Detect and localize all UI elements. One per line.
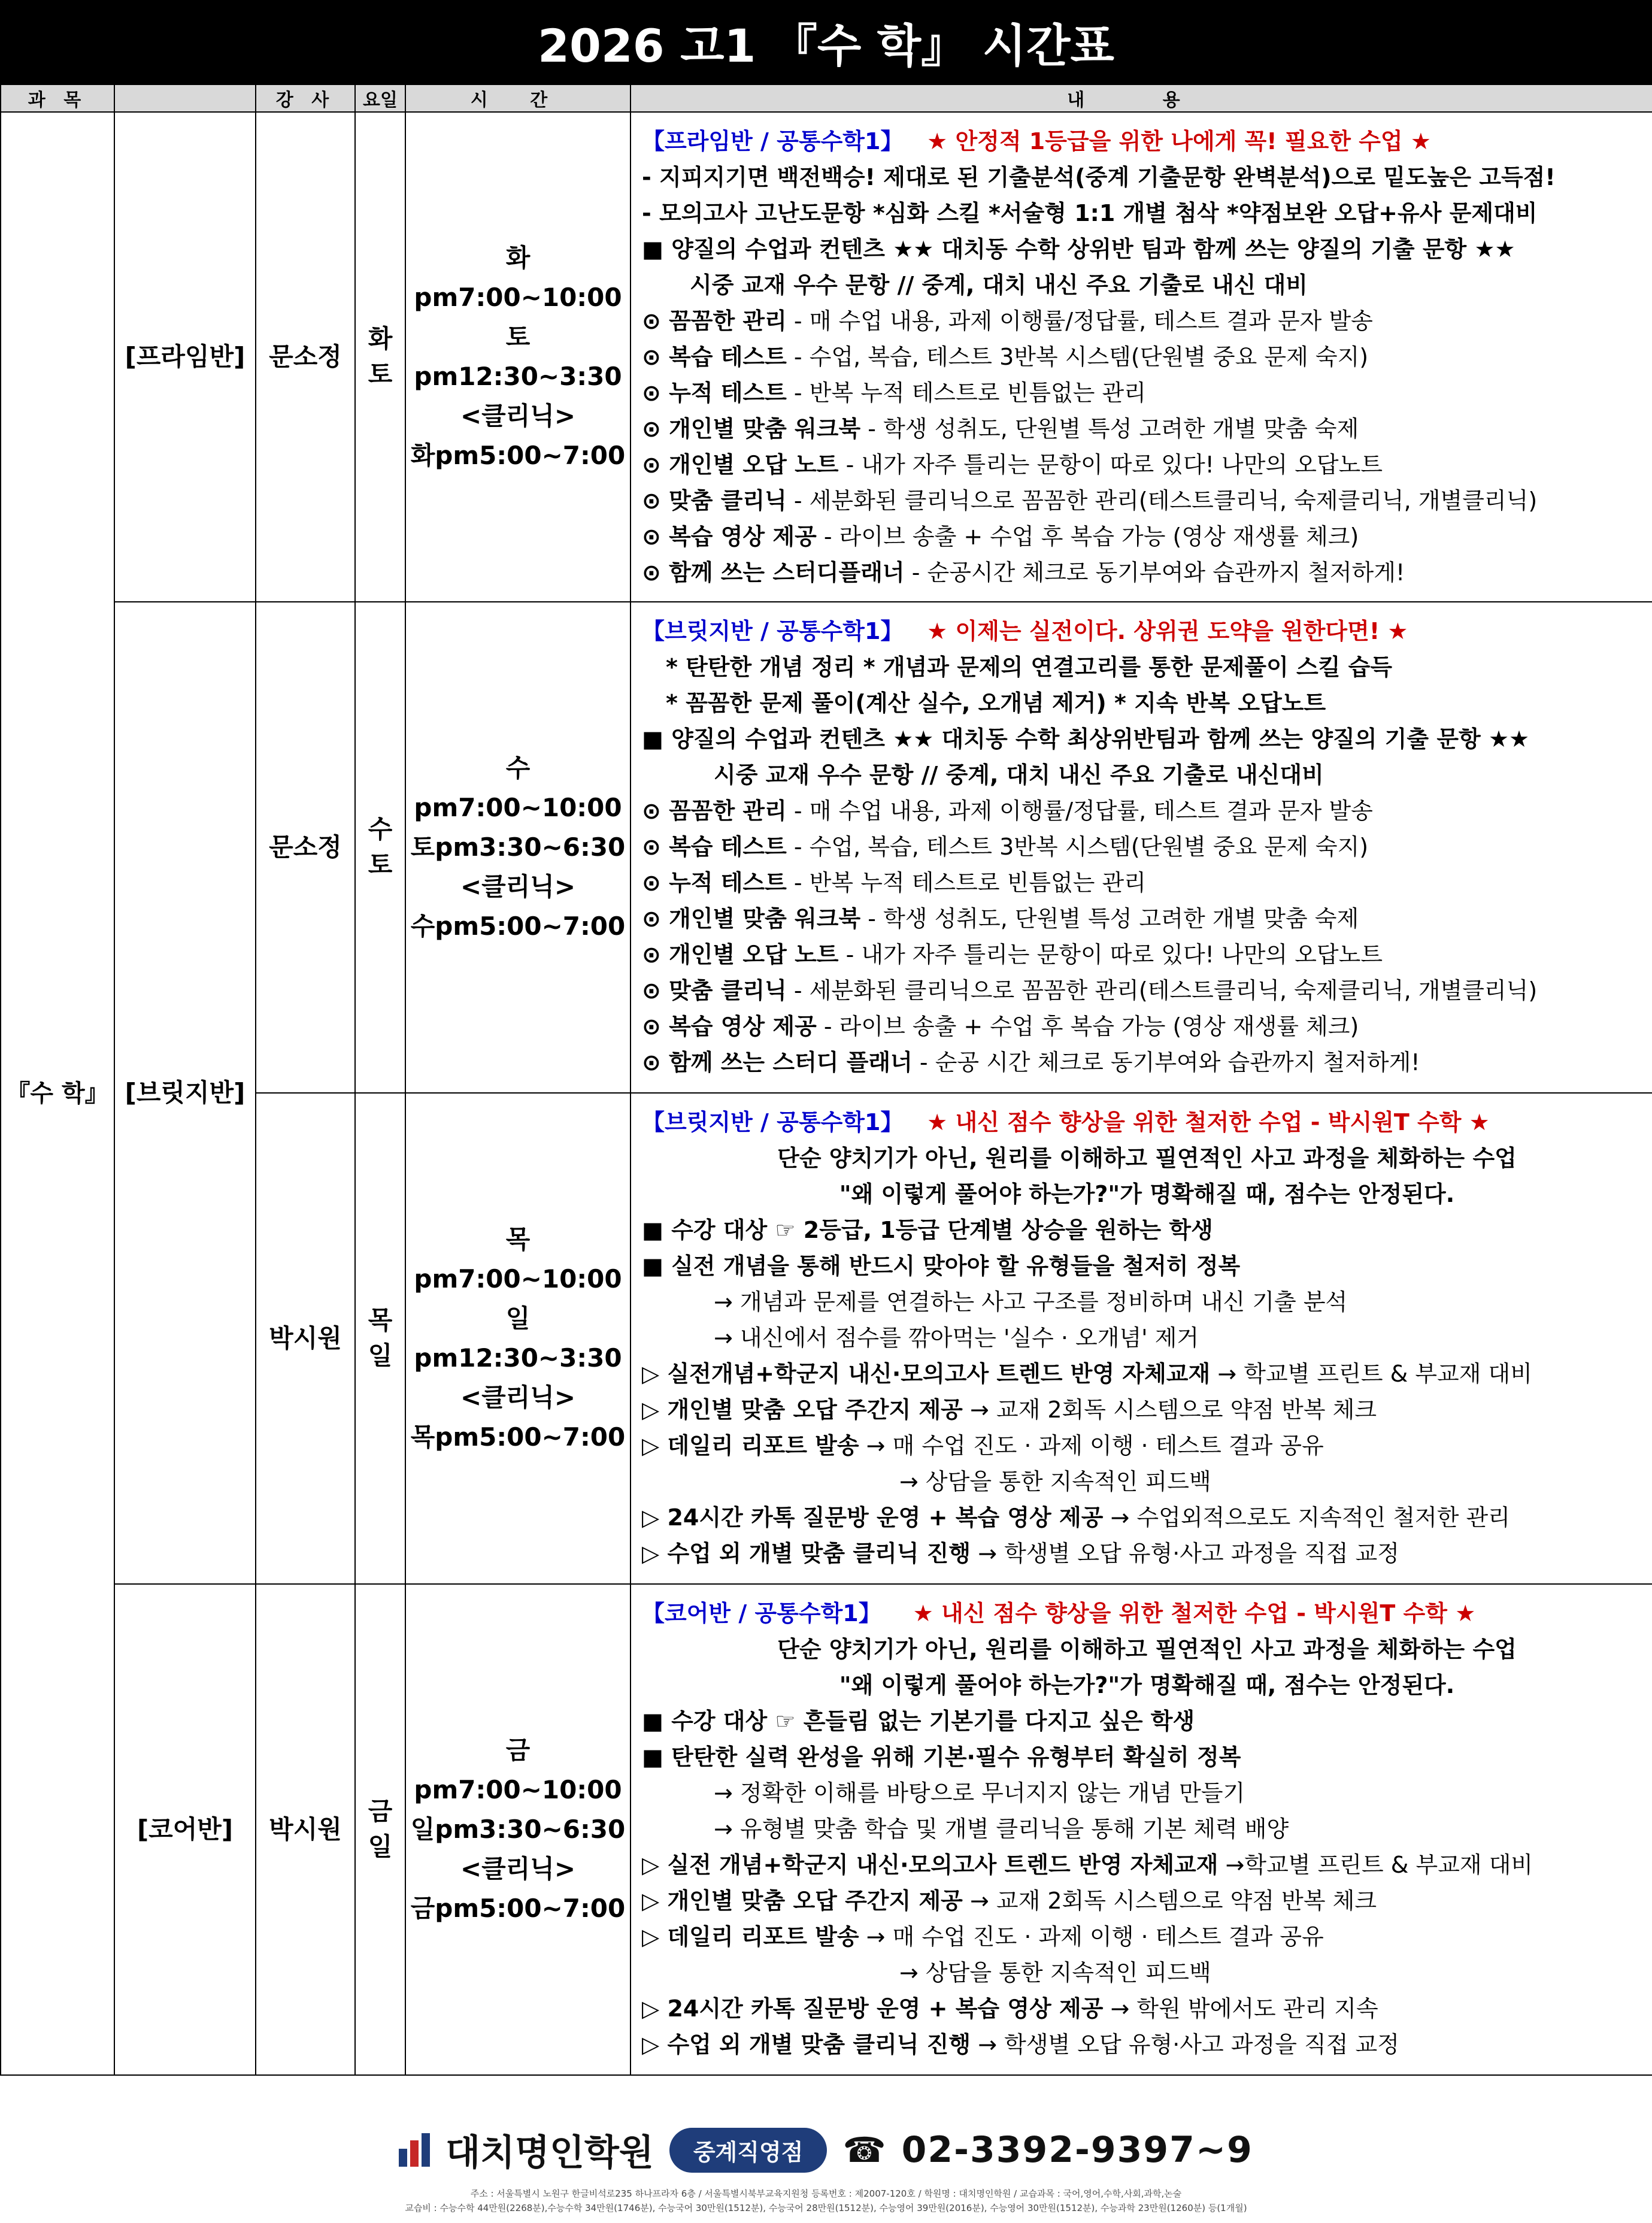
content-line (642, 1883, 1652, 1919)
day-label: 수 (368, 814, 393, 844)
content-line-strong: * 꼼꼼한 문제 풀이(계산 실수, 오개념 제거) * 지속 반복 오답노트 (666, 690, 1326, 716)
table-row (1, 1584, 1652, 2075)
brand-name: 대치명인학원 (445, 2132, 654, 2174)
page-title: 2026 고1 『수 학』 시간표 (0, 0, 1652, 84)
subject-label: 『수 학』 (6, 1080, 109, 1107)
content-line-detail: → 내신에서 점수를 깎아먹는 '실수 · 오개념' 제거 (714, 1325, 1199, 1351)
time-slot: 목pm7:00~10:00 (414, 1225, 622, 1294)
content-line-strong: ■ 수강 대상 ☞ 흔들림 없는 기본기를 다지고 싶은 학생 (642, 1708, 1195, 1734)
content-line (642, 1392, 1652, 1428)
content-line (642, 1739, 1652, 1775)
content-line-strong: ▷ 개인별 맞춤 오답 주간지 제공 (642, 1397, 963, 1423)
content-line-strong: ⊙ 복습 영상 제공 (642, 523, 817, 550)
content-line (642, 1535, 1652, 1571)
content-line-strong: ▷ 수업 외 개별 맞춤 클리닉 진행 (642, 2031, 971, 2058)
header-teacher: 강 사 (256, 84, 355, 112)
content-line (642, 1811, 1652, 1847)
content-line-strong: ⊙ 맞춤 클리닉 (642, 977, 787, 1004)
class-tag-line (642, 613, 1652, 649)
content-line-strong: "왜 이렇게 풀어야 하는가?"가 명확해질 때, 점수는 안정된다. (839, 1672, 1455, 1698)
time-slot: 토pm12:30~3:30 (414, 322, 622, 391)
content-line-detail: - 매 수업 내용, 과제 이행률/정답률, 테스트 결과 문자 발송 (786, 308, 1373, 334)
time-slot: 일pm3:30~6:30 (410, 1815, 626, 1844)
content-line-detail: → 교재 2회독 시스템으로 약점 반복 체크 (962, 1888, 1377, 1914)
time-slot: 목pm5:00~7:00 (410, 1422, 626, 1452)
content-line (642, 1955, 1652, 1991)
teacher-cell (256, 1093, 355, 1584)
time-slot: 수pm5:00~7:00 (410, 911, 626, 941)
content-line (642, 1667, 1652, 1703)
content-line-strong: ▷ 데일리 리포트 발송 (642, 1432, 859, 1459)
content-line-strong: ▷ 24시간 카톡 질문방 운영 + 복습 영상 제공 (642, 1995, 1104, 2022)
content-line (642, 195, 1652, 231)
clinic-label: <클리닉> (460, 1383, 576, 1412)
content-line (642, 1044, 1652, 1080)
content-line (642, 1775, 1652, 1811)
content-line-detail: - 학생 성취도, 단원별 특성 고려한 개별 맞춤 숙제 (860, 905, 1359, 932)
class-highlight: ★ 이제는 실전이다. 상위권 도약을 원한다면! ★ (927, 618, 1408, 644)
content-line-detail: - 내가 자주 틀리는 문항이 따로 있다! 나만의 오답노트 (838, 452, 1383, 478)
content-line-strong: 시중 교재 우수 문항 // 중계, 대치 내신 주요 기출로 내신대비 (714, 762, 1324, 788)
header-class (114, 84, 256, 112)
content-line (642, 159, 1652, 195)
content-line-detail: - 반복 누적 테스트로 빈틈없는 관리 (786, 870, 1146, 896)
content-line (642, 519, 1652, 555)
content-line-strong: ■ 수강 대상 ☞ 2등급, 1등급 단계별 상승을 원하는 학생 (642, 1217, 1213, 1243)
content-line-detail: → 유형별 맞춤 학습 및 개별 클리닉을 통해 기본 체력 배양 (714, 1816, 1289, 1842)
time-slot: 토pm3:30~6:30 (410, 832, 626, 862)
header-subject: 과 목 (1, 84, 114, 112)
content-line-detail: →학교별 프린트 & 부교재 대비 (1218, 1852, 1533, 1878)
content-line-strong: ■ 실전 개념을 통해 반드시 맞아야 할 유형들을 철저히 정복 (642, 1253, 1241, 1279)
footer-brand-row (0, 2120, 1652, 2180)
content-line (642, 937, 1652, 973)
content-line-strong: ▷ 개인별 맞춤 오답 주간지 제공 (642, 1888, 963, 1914)
content-line-strong: ▷ 실전개념+학군지 내신·모의고사 트렌드 반영 자체교재 (642, 1361, 1211, 1387)
content-line-strong: ■ 양질의 수업과 컨텐츠 ★★ 대치동 수학 상위반 팀과 함께 쓰는 양질의 기출 문항 ★★ (642, 236, 1515, 262)
class-name: [브릿지반] (125, 1077, 245, 1107)
header-time: 시 간 (405, 84, 631, 112)
content-line-detail: → 학원 밖에서도 관리 지속 (1103, 1995, 1378, 2022)
content-line-strong: ⊙ 누적 테스트 (642, 380, 787, 406)
teacher-name: 문소정 (269, 832, 342, 862)
day-label: 토 (368, 850, 393, 879)
content-line-detail: → 상담을 통한 지속적인 피드백 (899, 1468, 1211, 1495)
content-line (642, 231, 1652, 267)
content-line-detail: - 학생 성취도, 단원별 특성 고려한 개별 맞춤 숙제 (860, 416, 1359, 442)
content-line-detail: → 학교별 프린트 & 부교재 대비 (1210, 1361, 1532, 1387)
content-line-detail: → 수업외적으로도 지속적인 철저한 관리 (1103, 1504, 1510, 1531)
time-cell (405, 1584, 631, 2075)
day-cell (355, 112, 405, 602)
content-line (642, 1703, 1652, 1739)
content-line-strong: ⊙ 함께 쓰는 스터디플래너 (642, 559, 905, 586)
day-cell (355, 602, 405, 1093)
content-line-strong: * 탄탄한 개념 정리 * 개념과 문제의 연결고리를 통한 문제풀이 스킬 습득 (666, 654, 1393, 680)
content-line (642, 2027, 1652, 2063)
time-slot: 수pm7:00~10:00 (414, 753, 622, 822)
class-tag: 【브릿지반 / 공통수학1】 (642, 1109, 904, 1135)
content-line (642, 1176, 1652, 1212)
content-line (642, 1356, 1652, 1392)
class-name: [프라임반] (125, 341, 245, 371)
content-line-detail: → 학생별 오답 유형·사고 과정을 직접 교정 (971, 2031, 1399, 2058)
content-line-strong: "왜 이렇게 풀어야 하는가?"가 명확해질 때, 점수는 안정된다. (839, 1181, 1455, 1207)
clinic-label: <클리닉> (460, 1854, 576, 1883)
teacher-cell (256, 112, 355, 602)
content-line (642, 1140, 1652, 1176)
content-line-detail: - 순공시간 체크로 동기부여와 습관까지 철저하게! (904, 559, 1405, 586)
content-cell (631, 602, 1652, 1093)
table-header-row (1, 84, 1652, 112)
time-slot: 화pm7:00~10:00 (414, 243, 622, 312)
content-line (642, 1991, 1652, 2027)
class-tag-line (642, 123, 1652, 159)
branch-badge: 중계직영점 (669, 2128, 827, 2173)
content-line-strong: ■ 양질의 수업과 컨텐츠 ★★ 대치동 수학 최상위반팀과 함께 쓰는 양질의 기출 문항 ★★ (642, 726, 1530, 752)
content-line (642, 865, 1652, 901)
time-cell (405, 1093, 631, 1584)
day-label: 일 (368, 1832, 393, 1861)
content-line (642, 1320, 1652, 1356)
content-line (642, 901, 1652, 937)
clinic-label: <클리닉> (460, 401, 576, 431)
phone-number[interactable]: 02-3392-9397~9 (901, 2129, 1253, 2171)
content-line-strong: - 모의고사 고난도문항 *심화 스킬 *서술형 1:1 개별 첨삭 *약점보완 오답+유사 문제대비 (642, 200, 1538, 226)
timetable (0, 84, 1652, 2076)
content-line-detail: → 매 수업 진도 · 과제 이행 · 테스트 결과 공유 (859, 1924, 1324, 1950)
content-line-detail: → 개념과 문제를 연결하는 사고 구조를 정비하며 내신 기출 분석 (714, 1289, 1348, 1315)
teacher-name: 박시원 (269, 1814, 342, 1844)
time-slot: 금pm7:00~10:00 (414, 1736, 622, 1804)
content-line (642, 1428, 1652, 1464)
content-line-detail: - 반복 누적 테스트로 빈틈없는 관리 (786, 380, 1146, 406)
time-slot: 일pm12:30~3:30 (414, 1304, 622, 1373)
content-line-strong: ▷ 데일리 리포트 발송 (642, 1924, 859, 1950)
content-line-strong: - 지피지기면 백전백승! 제대로 된 기출분석(중계 기출문항 완벽분석)으로 밑도높은 고득점! (642, 164, 1556, 190)
content-line-strong: ⊙ 개인별 맞춤 워크북 (642, 905, 861, 932)
content-line (642, 1500, 1652, 1535)
content-line (642, 721, 1652, 757)
day-label: 토 (368, 359, 393, 389)
content-line (642, 829, 1652, 865)
phone-icon: ☎ (842, 2130, 886, 2170)
content-line-detail: → 정확한 이해를 바탕으로 무너지지 않는 개념 만들기 (714, 1780, 1245, 1806)
content-line (642, 483, 1652, 519)
content-line (642, 1284, 1652, 1320)
class-name-cell (114, 1584, 256, 2075)
clinic-label: <클리닉> (460, 872, 576, 901)
content-line (642, 1248, 1652, 1284)
content-line (642, 973, 1652, 1008)
content-line-detail: - 라이브 송출 + 수업 후 복습 가능 (영상 재생률 체크) (816, 1013, 1359, 1040)
content-line-strong: ⊙ 꼼꼼한 관리 (642, 798, 787, 824)
content-line-detail: - 순공 시간 체크로 동기부여와 습관까지 철저하게! (912, 1049, 1420, 1076)
content-line-strong: ⊙ 누적 테스트 (642, 870, 787, 896)
content-line-detail: - 내가 자주 틀리는 문항이 따로 있다! 나만의 오답노트 (838, 941, 1383, 968)
content-line (642, 1008, 1652, 1044)
content-line (642, 303, 1652, 339)
content-line-detail: → 매 수업 진도 · 과제 이행 · 테스트 결과 공유 (859, 1432, 1324, 1459)
content-line-strong: ⊙ 복습 영상 제공 (642, 1013, 817, 1040)
teacher-name: 문소정 (269, 341, 342, 371)
class-highlight: ★ 안정적 1등급을 위한 나에게 꼭! 필요한 수업 ★ (927, 128, 1431, 155)
content-line-strong: ⊙ 맞춤 클리닉 (642, 487, 787, 514)
content-line-strong: ⊙ 복습 테스트 (642, 834, 787, 860)
class-tag-line (642, 1595, 1652, 1631)
table-row (1, 602, 1652, 1093)
content-line-strong: ■ 탄탄한 실력 완성을 위해 기본·필수 유형부터 확실히 정복 (642, 1744, 1241, 1770)
footer-address: 주소 : 서울특별시 노원구 한글비석로235 하나프라자 6층 / 서울특별시북부교육지원청 등록번호 : 제2007-120호 / 학원명 : 대치명인학원 / 교습과목 : 국어,영어,수학,사회,과학,논술 (470, 2188, 1182, 2199)
content-line-strong: ⊙ 개인별 오답 노트 (642, 941, 839, 968)
content-line-strong: ▷ 실전 개념+학군지 내신·모의고사 트렌드 반영 자체교재 (642, 1852, 1218, 1878)
content-line (642, 685, 1652, 721)
content-line (642, 555, 1652, 590)
content-line-strong: ▷ 수업 외 개별 맞춤 클리닉 진행 (642, 1540, 971, 1567)
content-line-detail: - 매 수업 내용, 과제 이행률/정답률, 테스트 결과 문자 발송 (786, 798, 1373, 824)
teacher-name: 박시원 (269, 1323, 342, 1353)
content-line (642, 1919, 1652, 1955)
content-line (642, 411, 1652, 447)
footer (0, 2108, 1652, 2223)
day-cell (355, 1584, 405, 2075)
content-line (642, 267, 1652, 303)
content-line-strong: 단순 양치기가 아닌, 원리를 이해하고 필연적인 사고 과정을 체화하는 수업 (777, 1636, 1517, 1662)
class-tag: 【프라임반 / 공통수학1】 (642, 128, 904, 155)
day-label: 화 (368, 324, 393, 354)
day-label: 목 (368, 1306, 393, 1335)
content-cell (631, 1093, 1652, 1584)
time-cell (405, 112, 631, 602)
time-slot: 금pm5:00~7:00 (410, 1894, 626, 1923)
content-line (642, 447, 1652, 483)
content-line-strong: 시중 교재 우수 문항 // 중계, 대치 내신 주요 기출로 내신 대비 (690, 272, 1308, 298)
time-cell (405, 602, 631, 1093)
teacher-cell (256, 1584, 355, 2075)
class-tag: 【코어반 / 공통수학1】 (642, 1600, 881, 1627)
content-line (642, 339, 1652, 375)
content-line-strong: ⊙ 개인별 오답 노트 (642, 452, 839, 478)
content-line (642, 793, 1652, 829)
day-cell (355, 1093, 405, 1584)
class-tag-line (642, 1104, 1652, 1140)
content-line-detail: → 상담을 통한 지속적인 피드백 (899, 1959, 1211, 1986)
teacher-cell (256, 602, 355, 1093)
content-cell (631, 1584, 1652, 2075)
content-line-detail: → 학생별 오답 유형·사고 과정을 직접 교정 (971, 1540, 1399, 1567)
class-highlight: ★ 내신 점수 향상을 위한 철저한 수업 - 박시원T 수학 ★ (905, 1600, 1476, 1627)
header-content: 내 용 (631, 84, 1652, 112)
content-line-detail: - 라이브 송출 + 수업 후 복습 가능 (영상 재생률 체크) (816, 523, 1359, 550)
day-label: 일 (368, 1341, 393, 1370)
content-line (642, 1631, 1652, 1667)
content-line-detail: → 교재 2회독 시스템으로 약점 반복 체크 (962, 1397, 1377, 1423)
class-name-cell (114, 602, 256, 1584)
day-label: 금 (368, 1797, 393, 1827)
content-line (642, 757, 1652, 793)
content-line (642, 1464, 1652, 1500)
content-line-strong: ⊙ 복습 테스트 (642, 344, 787, 370)
content-line-strong: ▷ 24시간 카톡 질문방 운영 + 복습 영상 제공 (642, 1504, 1104, 1531)
content-line-strong: 단순 양치기가 아닌, 원리를 이해하고 필연적인 사고 과정을 체화하는 수업 (777, 1145, 1517, 1171)
class-name: [코어반] (137, 1814, 234, 1844)
content-line-detail: - 세분화된 클리닉으로 꼼꼼한 관리(테스트클리닉, 숙제클리닉, 개별클리닉) (786, 487, 1538, 514)
content-line (642, 1847, 1652, 1883)
content-line (642, 1212, 1652, 1248)
table-row (1, 112, 1652, 602)
content-line (642, 375, 1652, 411)
content-line-strong: ⊙ 함께 쓰는 스터디 플래너 (642, 1049, 913, 1076)
footer-tuition: 교습비 : 수능수학 44만원(2268분),수능수학 34만원(1746분), 수능국어 30만원(1512분), 수능국어 28만원(1512분), 수능영어 39만원(2016분), 수능영어 30만원(1512분), 수능과학 23만원(1260분) 등(1개월) (405, 2203, 1247, 2213)
class-name-cell (114, 112, 256, 602)
academy-logo-icon (399, 2133, 430, 2167)
content-cell (631, 112, 1652, 602)
content-line-detail: - 세분화된 클리닉으로 꼼꼼한 관리(테스트클리닉, 숙제클리닉, 개별클리닉) (786, 977, 1538, 1004)
subject-cell (1, 112, 114, 2075)
content-line-strong: ⊙ 꼼꼼한 관리 (642, 308, 787, 334)
content-line-detail: - 수업, 복습, 테스트 3반복 시스템(단원별 중요 문제 숙지) (786, 834, 1369, 860)
time-slot: 화pm5:00~7:00 (410, 441, 626, 470)
class-tag: 【브릿지반 / 공통수학1】 (642, 618, 904, 644)
header-day: 요일 (355, 84, 405, 112)
class-highlight: ★ 내신 점수 향상을 위한 철저한 수업 - 박시원T 수학 ★ (927, 1109, 1490, 1135)
content-line-strong: ⊙ 개인별 맞춤 워크북 (642, 416, 861, 442)
content-line-detail: - 수업, 복습, 테스트 3반복 시스템(단원별 중요 문제 숙지) (786, 344, 1369, 370)
content-line (642, 649, 1652, 685)
